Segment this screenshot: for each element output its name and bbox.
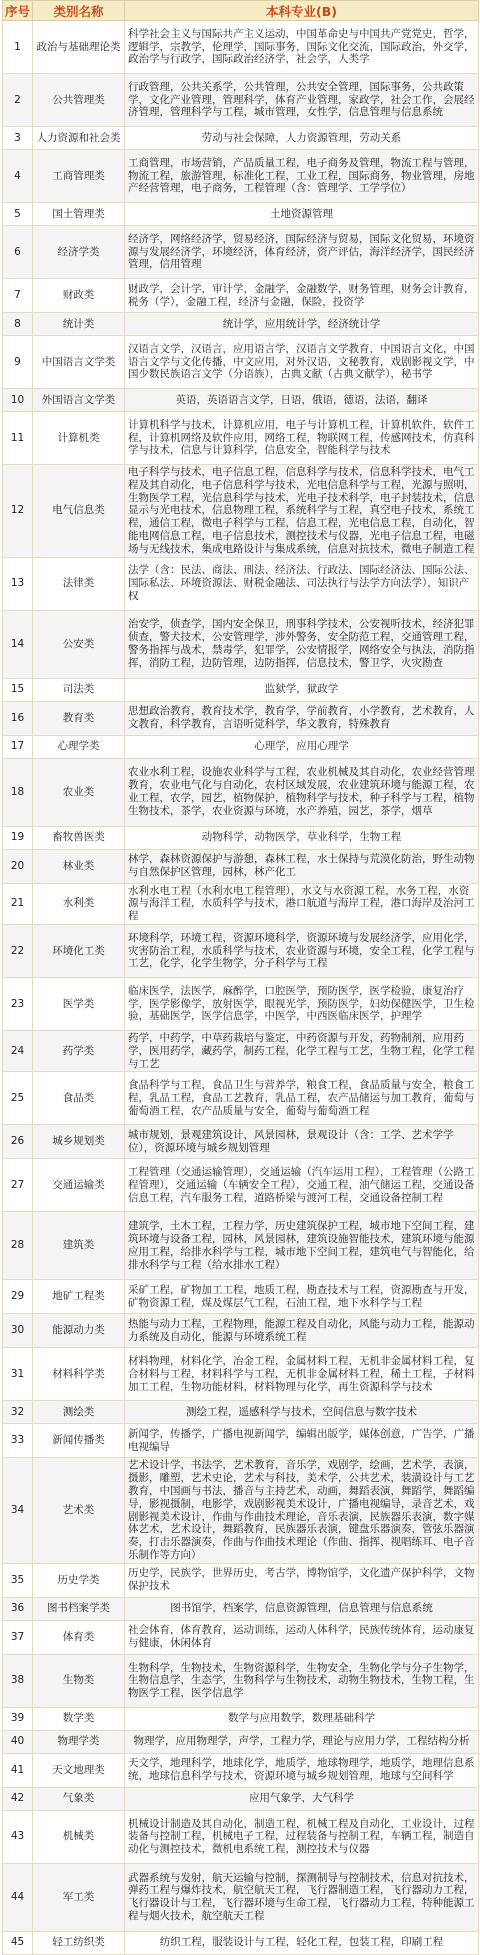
table-row xyxy=(3,1280,479,1314)
majors-table xyxy=(2,0,479,1955)
table-row xyxy=(3,557,479,610)
table-row xyxy=(3,336,479,389)
table-row xyxy=(3,1563,479,1597)
table-row xyxy=(3,21,479,74)
row-majors: 工商管理，市场营销，产品质量工程，电子商务及管理，物流工程与管理，物流工程，旅游管理，标准化工程，工业工程，国际商务，物业管理，房地产经营管理，电子商务，工程管理（含：管理学、工学学位） xyxy=(125,150,479,203)
row-majors: 行政管理，公共关系学，公共管理，公共安全管理，国际事务，公共政策学，文化产业管理，管理科学，体育产业管理，家政学，社会工作，会展经济管理，管理科学与工程，城市管理，女性学，信息管理与信息系统 xyxy=(125,74,479,127)
row-index: 17 xyxy=(3,735,33,758)
header-index: 序号 xyxy=(3,1,33,21)
row-category: 艺术类 xyxy=(33,1458,125,1563)
table-row xyxy=(3,758,479,826)
row-majors: 纺织工程，服装设计与工程，轻化工程，包装工程，印刷工程 xyxy=(125,1931,479,1954)
row-category: 材料科学类 xyxy=(33,1348,125,1401)
table-row xyxy=(3,678,479,701)
row-category: 图书档案学类 xyxy=(33,1597,125,1620)
row-majors: 经济学，网络经济学，贸易经济，国际经济与贸易，国际文化贸易，环境资源与发展经济学，环境经济，体育经济，资产评估，海洋经济学，国民经济管理，信用管理 xyxy=(125,226,479,279)
table-row xyxy=(3,1620,479,1654)
row-majors: 天文学，地理科学，地球化学，地质学，地球物理学，地质学，地理信息系统，地球信息科学与技术，资源环境与城乡规划管理，地球与空间科学 xyxy=(125,1753,479,1787)
row-index: 14 xyxy=(3,610,33,678)
row-category: 能源动力类 xyxy=(33,1314,125,1348)
row-majors: 食品科学与工程，食品卫生与营养学，粮食工程，食品质量与安全，粮食工程，乳品工程，食品工艺教育，乳品工程，农产品储运与加工教育，葡萄与葡萄酒工程，农产品质量与安全，葡萄与葡萄酒工程 xyxy=(125,1072,479,1125)
row-index: 4 xyxy=(3,150,33,203)
row-category: 城乡规划类 xyxy=(33,1125,125,1159)
row-majors: 武器系统与发射，航天运输与控制，探测制导与控制技术，信息对抗技术，弹药工程与爆炸技术，航空航天工程，飞行器制造工程，飞行器动力工程，飞行器设计与工程，飞行器环境与生命工程，飞行器动力工程，特种能源工程与烟火技术，航空航天工程 xyxy=(125,1863,479,1931)
table-row xyxy=(3,74,479,127)
row-index: 38 xyxy=(3,1654,33,1707)
row-category: 机械类 xyxy=(33,1810,125,1863)
row-category: 统计类 xyxy=(33,313,125,336)
row-majors: 材料物理，材料化学，冶金工程，金属材料工程，无机非金属材料工程，复合材料与工程，材料科学与工程，无机非金属材料工程，稀土工程，子材料加工工程，生物功能材料，材料物理与化学，再生资源科学与技术 xyxy=(125,1348,479,1401)
row-index: 35 xyxy=(3,1563,33,1597)
row-category: 数学类 xyxy=(33,1707,125,1730)
row-index: 34 xyxy=(3,1458,33,1563)
row-majors: 新闻学，传播学，广播电视新闻学，编辑出版学，媒体创意，广告学，广播电视编导 xyxy=(125,1424,479,1458)
row-majors: 统计学，应用统计学，经济统计学 xyxy=(125,313,479,336)
table-row xyxy=(3,1931,479,1954)
row-index: 11 xyxy=(3,412,33,465)
row-index: 19 xyxy=(3,826,33,849)
row-category: 教育类 xyxy=(33,701,125,735)
row-index: 8 xyxy=(3,313,33,336)
row-category: 工商管理类 xyxy=(33,150,125,203)
row-majors: 林学，森林资源保护与游憩，森林工程，水土保持与荒漠化防治，野生动物与自然保护区管理，园林，林产化工 xyxy=(125,849,479,883)
table-row xyxy=(3,1707,479,1730)
row-index: 30 xyxy=(3,1314,33,1348)
row-index: 6 xyxy=(3,226,33,279)
row-category: 农业类 xyxy=(33,758,125,826)
table-row xyxy=(3,279,479,313)
row-majors: 土地资源管理 xyxy=(125,203,479,226)
row-majors: 汉语言文学，汉语言，应用语言学，汉语言文学教育，中国语言文化，中国语言文学与文化传播，中文应用，对外汉语，文秘教育，戏剧影视文学，中国少数民族语言文学（分语族），古典文献（古典文献学），秘书学 xyxy=(125,336,479,389)
table-row xyxy=(3,1597,479,1620)
row-category: 心理学类 xyxy=(33,735,125,758)
row-index: 18 xyxy=(3,758,33,826)
row-index: 32 xyxy=(3,1401,33,1424)
row-index: 15 xyxy=(3,678,33,701)
row-index: 23 xyxy=(3,977,33,1030)
row-index: 28 xyxy=(3,1212,33,1280)
row-category: 政治与基础理论类 xyxy=(33,21,125,74)
table-row xyxy=(3,1401,479,1424)
row-majors: 艺术设计学，书法学，艺术教育，音乐学，戏剧学，绘画，艺术学，表演，摄影，雕塑，艺术史论，艺术与科技，美术学，公共艺术，装潢设计与工艺教育，中国画与书法，播音与主持艺术，动画，舞蹈表演，舞蹈学，舞蹈编导，影视摄制，电影学，戏剧影视美术设计，广播电视编导，录音艺术，戏剧影视美术设计，作曲与作曲技术理论，音乐表演，民族器乐表演，数字媒体艺术，艺术设计，舞蹈教育，民族器乐表演，键盘乐器演奏，管弦乐器演奏，打击乐器演奏，作曲与作曲技术理论（作曲、指挥、视唱练耳、电子音乐制作等方向） xyxy=(125,1458,479,1563)
row-majors: 电子科学与技术，电子信息工程，信息科学与技术，信息科学技术，电气工程及其自动化，电子信息科学与技术，光电信息科学与工程，光源与照明，生物医学工程，光信息科学与技术，光电子技术科学，电子封装技术，信息显示与光电技术，信息物理工程，系统科学与工程，真空电子技术，系统工程，通信工程，微电子科学与工程，信息工程，光电信息工程，自动化，智能电网信息工程，电子信息技术，测控技术与仪器，光电子信息工程，电磁场与无线技术，集成电路设计与集成系统，信息对抗技术，微电子制造工程 xyxy=(125,465,479,558)
row-index: 29 xyxy=(3,1280,33,1314)
row-index: 43 xyxy=(3,1810,33,1863)
row-category: 人力资源和社会类 xyxy=(33,127,125,150)
row-index: 13 xyxy=(3,557,33,610)
table-row xyxy=(3,1030,479,1071)
row-index: 36 xyxy=(3,1597,33,1620)
table-row xyxy=(3,1424,479,1458)
row-majors: 临床医学，法医学，麻醉学，口腔医学，预防医学，医学检验，康复治疗学，医学影像学，放射医学，眼视光学，预防医学，妇幼保健医学，卫生检验，基础医学，医学信息学，中医学，中西医临床医学，护理学 xyxy=(125,977,479,1030)
header-category: 类别名称 xyxy=(33,1,125,21)
table-row xyxy=(3,1348,479,1401)
row-category: 地矿工程类 xyxy=(33,1280,125,1314)
row-majors: 财政学，会计学，审计学，金融学，金融数学，财务管理，财务会计教育，税务（学），金融工程，经济与金融，保险，投资学 xyxy=(125,279,479,313)
row-category: 计算机类 xyxy=(33,412,125,465)
row-majors: 水利水电工程（水利水电工程管理），水文与水资源工程，水务工程，水资源与海洋工程，水质科学与技术，港口航道与海岸工程，港口海岸及治河工程 xyxy=(125,883,479,924)
table-row xyxy=(3,412,479,465)
table-row xyxy=(3,1458,479,1563)
table-row xyxy=(3,849,479,883)
row-index: 7 xyxy=(3,279,33,313)
row-index: 31 xyxy=(3,1348,33,1401)
row-category: 经济学类 xyxy=(33,226,125,279)
table-row xyxy=(3,826,479,849)
row-majors: 历史学，民族学，世界历史，考古学，博物馆学，文化遗产保护科学，文物保护技术 xyxy=(125,1563,479,1597)
row-majors: 监狱学，狱政学 xyxy=(125,678,479,701)
table-row xyxy=(3,1072,479,1125)
row-index: 2 xyxy=(3,74,33,127)
row-category: 历史学类 xyxy=(33,1563,125,1597)
row-category: 林业类 xyxy=(33,849,125,883)
row-majors: 动物科学，动物医学，草业科学，生物工程 xyxy=(125,826,479,849)
table-row xyxy=(3,883,479,924)
table-row xyxy=(3,1212,479,1280)
table-header-row xyxy=(3,1,479,21)
row-index: 22 xyxy=(3,924,33,977)
row-majors: 采矿工程，矿物加工工程，地质工程，勘查技术与工程，资源勘查与开发，矿物资源工程，煤及煤层气工程，石油工程，地下水科学与工程 xyxy=(125,1280,479,1314)
table-row xyxy=(3,1863,479,1931)
row-majors: 英语，英语语言文学，日语，俄语，德语，法语，翻译 xyxy=(125,389,479,412)
row-majors: 建筑学，土木工程，工程力学，历史建筑保护工程，城市地下空间工程，建筑环境与设备工程，园林，风景园林，建筑设施智能技术，建筑环境与能源应用工程，给排水科学与工程，城市地下空间工程，建筑电气与智能化，给排水科学与工程（给水排水工程） xyxy=(125,1212,479,1280)
row-index: 10 xyxy=(3,389,33,412)
row-majors: 机械设计制造及其自动化，制造工程，机械工程及自动化，工业设计，过程装备与控制工程，机械电子工程，过程装备与控制工程，车辆工程，制造自动化与测控技术，微机电系统工程，测控技术与仪器 xyxy=(125,1810,479,1863)
majors-table-container xyxy=(2,0,478,1955)
row-majors: 社会体育，体育教育，运动训练，运动人体科学，民族传统体育，运动康复与健康，休闲体育 xyxy=(125,1620,479,1654)
row-majors: 科学社会主义与国际共产主义运动，中国革命史与中国共产党党史，哲学，逻辑学，宗教学，伦理学，国际事务，国际文化交流，国际政治，外交学，政治学与行政学，国际政治经济学，社会学，人类学 xyxy=(125,21,479,74)
row-majors: 心理学，应用心理学 xyxy=(125,735,479,758)
row-majors: 生物科学，生物技术，生物资源科学，生物安全，生物化学与分子生物学，生物信息学，生态学，生物科学与生物技术，动物生物技术，生物工程，生物医学工程，医学信息学 xyxy=(125,1654,479,1707)
row-majors: 工程管理（交通运输管理），交通运输（汽车运用工程），工程管理（公路工程管理），交通运输（车辆安全工程），交通工程，油气储运工程，交通设备信息工程，汽车服务工程，道路桥梁与渡河工程，交通设备控制工程 xyxy=(125,1159,479,1212)
row-category: 气象类 xyxy=(33,1787,125,1810)
row-majors: 数学与应用数学，数理基础科学 xyxy=(125,1707,479,1730)
row-index: 3 xyxy=(3,127,33,150)
row-category: 建筑类 xyxy=(33,1212,125,1280)
table-row xyxy=(3,1810,479,1863)
table-row xyxy=(3,1787,479,1810)
table-row xyxy=(3,1314,479,1348)
row-index: 42 xyxy=(3,1787,33,1810)
row-index: 39 xyxy=(3,1707,33,1730)
row-category: 天文地理类 xyxy=(33,1753,125,1787)
row-category: 司法类 xyxy=(33,678,125,701)
table-row xyxy=(3,1654,479,1707)
row-majors: 环境科学，环境工程，资源环境科学，资源环境与发展经济学，应用化学，灾害防治工程，水质科学与技术，农业资源与环境，安全工程，化学工程与工艺，化学，化学生物学，分子科学与工程 xyxy=(125,924,479,977)
row-category: 新闻传播类 xyxy=(33,1424,125,1458)
table-row xyxy=(3,127,479,150)
row-category: 环境化工类 xyxy=(33,924,125,977)
table-row xyxy=(3,150,479,203)
table-row xyxy=(3,1753,479,1787)
row-index: 1 xyxy=(3,21,33,74)
table-row xyxy=(3,465,479,558)
table-row xyxy=(3,977,479,1030)
row-majors: 法学（含：民法、商法、刑法、经济法、行政法、国际经济法、国际公法、国际私法、环境资源法、财税金融法、司法执行与法学方向法学），知识产权 xyxy=(125,557,479,610)
row-majors: 治安学，侦查学，国内安全保卫，刑事科学技术，公安视听技术，经济犯罪侦查，警犬技术，公安管理学，涉外警务，安全防范工程，交通管理工程，警务指挥与战术，禁毒学，犯罪学，公安情报学，网络安全与执法，消防指挥，消防工程，边防管理，边防指挥，信息技术，警卫学，火灾勘查 xyxy=(125,610,479,678)
table-row xyxy=(3,389,479,412)
row-index: 44 xyxy=(3,1863,33,1931)
table-body xyxy=(3,21,479,1955)
row-category: 军工类 xyxy=(33,1863,125,1931)
row-category: 水利类 xyxy=(33,883,125,924)
row-category: 公共管理类 xyxy=(33,74,125,127)
row-category: 法律类 xyxy=(33,557,125,610)
row-majors: 热能与动力工程，工程物理，能源工程及自动化，风能与动力工程，能源动力系统及自动化，能源与环境系统工程 xyxy=(125,1314,479,1348)
row-majors: 药学，中药学，中草药栽培与鉴定，中药资源与开发，药物制剂，应用药学，医用药学，藏药学，制药工程，化学工程与工艺，生物工程，化学工程与工艺 xyxy=(125,1030,479,1071)
row-majors: 劳动与社会保障，人力资源管理，劳动关系 xyxy=(125,127,479,150)
row-index: 40 xyxy=(3,1730,33,1753)
row-index: 16 xyxy=(3,701,33,735)
table-row xyxy=(3,924,479,977)
table-row xyxy=(3,1159,479,1212)
row-category: 体育类 xyxy=(33,1620,125,1654)
row-category: 电气信息类 xyxy=(33,465,125,558)
row-majors: 应用气象学，大气科学 xyxy=(125,1787,479,1810)
table-row xyxy=(3,313,479,336)
row-category: 生物类 xyxy=(33,1654,125,1707)
row-majors: 城市规划，景观建筑设计，风景园林，景观设计（含：工学、艺术学学位），资源环境与城乡规划管理 xyxy=(125,1125,479,1159)
table-row xyxy=(3,1730,479,1753)
table-row xyxy=(3,203,479,226)
table-row xyxy=(3,226,479,279)
row-majors: 思想政治教育，教育技术学，教育学，学前教育，小学教育，艺术教育，人文教育，科学教育，言语听觉科学，华文教育，特殊教育 xyxy=(125,701,479,735)
row-index: 5 xyxy=(3,203,33,226)
row-index: 12 xyxy=(3,465,33,558)
row-index: 9 xyxy=(3,336,33,389)
row-category: 物理学类 xyxy=(33,1730,125,1753)
row-category: 测绘类 xyxy=(33,1401,125,1424)
row-category: 公安类 xyxy=(33,610,125,678)
row-category: 药学类 xyxy=(33,1030,125,1071)
row-category: 交通运输类 xyxy=(33,1159,125,1212)
row-category: 外国语言文学类 xyxy=(33,389,125,412)
row-index: 24 xyxy=(3,1030,33,1071)
row-category: 财政类 xyxy=(33,279,125,313)
row-category: 医学类 xyxy=(33,977,125,1030)
row-category: 轻工纺织类 xyxy=(33,1931,125,1954)
row-category: 中国语言文学类 xyxy=(33,336,125,389)
table-row xyxy=(3,610,479,678)
row-index: 33 xyxy=(3,1424,33,1458)
row-index: 37 xyxy=(3,1620,33,1654)
table-row xyxy=(3,1125,479,1159)
row-index: 27 xyxy=(3,1159,33,1212)
table-row xyxy=(3,735,479,758)
row-index: 26 xyxy=(3,1125,33,1159)
row-majors: 物理学，应用物理学，声学，工程力学，理论与应用力学，工程结构分析 xyxy=(125,1730,479,1753)
row-majors: 测绘工程，遥感科学与技术，空间信息与数字技术 xyxy=(125,1401,479,1424)
row-majors: 图书馆学，档案学，信息资源管理，信息管理与信息系统 xyxy=(125,1597,479,1620)
row-index: 20 xyxy=(3,849,33,883)
table-row xyxy=(3,701,479,735)
row-index: 41 xyxy=(3,1753,33,1787)
row-category: 食品类 xyxy=(33,1072,125,1125)
row-majors: 计算机科学与技术，计算机应用，电子与计算机工程，计算机软件，软件工程，计算机网络及软件应用，网络工程，物联网工程，传感网技术，仿真科学与技术，信息与计算科学，信息安全，智能科学与技术 xyxy=(125,412,479,465)
header-majors: 本科专业(B) xyxy=(125,1,479,21)
row-index: 25 xyxy=(3,1072,33,1125)
row-index: 45 xyxy=(3,1931,33,1954)
row-category: 畜牧兽医类 xyxy=(33,826,125,849)
row-index: 21 xyxy=(3,883,33,924)
row-majors: 农业水利工程，设施农业科学与工程，农业机械及其自动化，农业经营管理教育，农业电气化与自动化，农村区域发展，农业建筑环境与能源工程，农业工程，农学，园艺，植物保护，植物科学与技术，种子科学与工程，植物生物技术，茶学，农业资源与环境，水产养殖，园艺，茶学，烟草 xyxy=(125,758,479,826)
row-category: 国土管理类 xyxy=(33,203,125,226)
